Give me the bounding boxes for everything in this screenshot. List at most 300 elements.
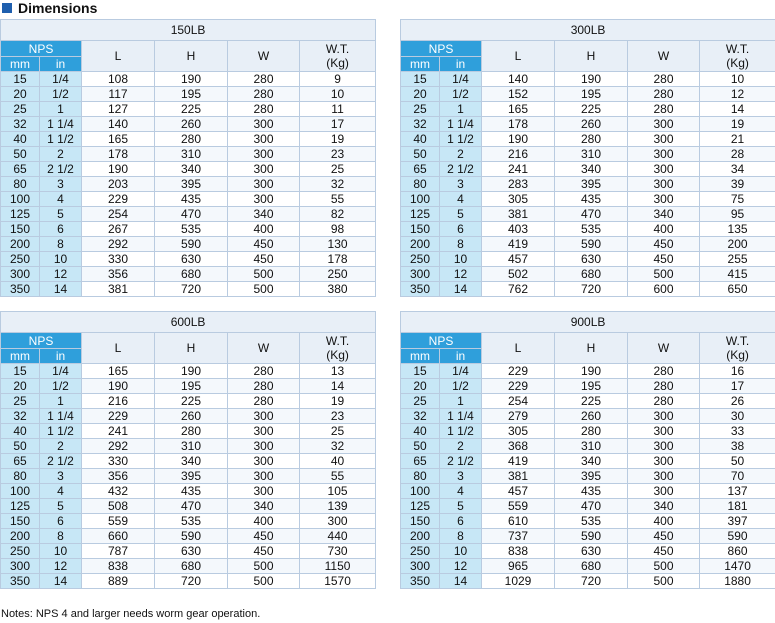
- length-cell: 660: [82, 529, 155, 544]
- weight-cell: 70: [700, 469, 775, 484]
- width-cell: 280: [628, 394, 700, 409]
- mm-cell: 300: [401, 267, 440, 282]
- weight-cell: 28: [700, 147, 775, 162]
- mm-cell: 125: [401, 207, 440, 222]
- in-cell: 8: [40, 529, 82, 544]
- table-row: [401, 192, 775, 207]
- mm-cell: 25: [401, 394, 440, 409]
- height-cell: 535: [155, 514, 228, 529]
- mm-cell: 50: [1, 439, 40, 454]
- length-cell: 559: [482, 499, 555, 514]
- in-cell: 6: [40, 222, 82, 237]
- in-cell: 5: [40, 207, 82, 222]
- length-cell: 419: [482, 454, 555, 469]
- weight-cell: 178: [300, 252, 376, 267]
- in-cell: 1/2: [440, 87, 482, 102]
- table-row: [1, 439, 376, 454]
- length-cell: 787: [82, 544, 155, 559]
- mm-header: mm: [401, 57, 440, 72]
- width-header: W: [228, 41, 300, 72]
- in-header: in: [440, 349, 482, 364]
- table-row: [401, 379, 775, 394]
- mm-cell: 150: [401, 222, 440, 237]
- mm-cell: 250: [401, 544, 440, 559]
- weight-cell: 16: [700, 364, 775, 379]
- height-cell: 590: [555, 529, 628, 544]
- table-row: [1, 454, 376, 469]
- height-cell: 535: [555, 222, 628, 237]
- weight-cell: 25: [300, 424, 376, 439]
- width-cell: 300: [228, 424, 300, 439]
- mm-cell: 350: [401, 574, 440, 589]
- height-cell: 340: [155, 454, 228, 469]
- height-cell: 535: [555, 514, 628, 529]
- height-cell: 395: [155, 177, 228, 192]
- mm-cell: 200: [1, 237, 40, 252]
- weight-cell: 590: [700, 529, 775, 544]
- weight-cell: 1880: [700, 574, 775, 589]
- height-cell: 470: [155, 499, 228, 514]
- in-cell: 14: [440, 574, 482, 589]
- width-cell: 500: [628, 559, 700, 574]
- weight-cell: 137: [700, 484, 775, 499]
- length-cell: 737: [482, 529, 555, 544]
- mm-cell: 15: [401, 364, 440, 379]
- height-cell: 195: [155, 87, 228, 102]
- length-cell: 356: [82, 469, 155, 484]
- height-header: H: [555, 333, 628, 364]
- length-cell: 152: [482, 87, 555, 102]
- table-row: [1, 237, 376, 252]
- width-cell: 450: [628, 544, 700, 559]
- mm-cell: 350: [1, 574, 40, 589]
- table-row: [401, 364, 775, 379]
- in-cell: 1: [440, 102, 482, 117]
- weight-cell: 25: [300, 162, 376, 177]
- table-row: [401, 514, 775, 529]
- width-cell: 500: [628, 267, 700, 282]
- table-row: [401, 102, 775, 117]
- height-header: H: [555, 41, 628, 72]
- in-cell: 8: [440, 237, 482, 252]
- length-header: L: [482, 333, 555, 364]
- in-cell: 12: [440, 559, 482, 574]
- height-cell: 630: [155, 544, 228, 559]
- length-cell: 254: [82, 207, 155, 222]
- table-row: [1, 222, 376, 237]
- weight-header-line2: (Kg): [326, 56, 349, 70]
- in-cell: 1 1/4: [40, 409, 82, 424]
- height-cell: 190: [155, 72, 228, 87]
- mm-cell: 40: [1, 424, 40, 439]
- table-row: [1, 424, 376, 439]
- weight-cell: 181: [700, 499, 775, 514]
- height-cell: 225: [155, 394, 228, 409]
- in-cell: 1 1/4: [40, 117, 82, 132]
- weight-header-line2: (Kg): [326, 348, 349, 362]
- table-row: [401, 72, 775, 87]
- width-header: W: [228, 333, 300, 364]
- in-cell: 14: [40, 574, 82, 589]
- height-cell: 720: [555, 574, 628, 589]
- in-cell: 2 1/2: [40, 162, 82, 177]
- length-cell: 241: [482, 162, 555, 177]
- table-row: [1, 559, 376, 574]
- length-cell: 216: [482, 147, 555, 162]
- table-row: [1, 394, 376, 409]
- table-row: [1, 147, 376, 162]
- length-cell: 457: [482, 252, 555, 267]
- width-cell: 400: [228, 514, 300, 529]
- weight-cell: 13: [300, 364, 376, 379]
- table-row: [1, 117, 376, 132]
- mm-cell: 80: [401, 177, 440, 192]
- width-cell: 300: [628, 424, 700, 439]
- width-cell: 280: [228, 102, 300, 117]
- length-cell: 292: [82, 237, 155, 252]
- weight-cell: 10: [700, 72, 775, 87]
- height-cell: 260: [555, 117, 628, 132]
- in-cell: 8: [40, 237, 82, 252]
- height-header: H: [155, 41, 228, 72]
- mm-header: mm: [401, 349, 440, 364]
- in-cell: 1/2: [40, 87, 82, 102]
- mm-cell: 25: [1, 102, 40, 117]
- weight-cell: 34: [700, 162, 775, 177]
- nps-header: NPS: [1, 333, 82, 349]
- in-cell: 8: [440, 529, 482, 544]
- mm-cell: 100: [401, 192, 440, 207]
- width-cell: 300: [628, 192, 700, 207]
- weight-header: [300, 333, 376, 364]
- in-cell: 1: [40, 102, 82, 117]
- mm-cell: 200: [1, 529, 40, 544]
- width-cell: 300: [228, 484, 300, 499]
- width-cell: 450: [228, 237, 300, 252]
- height-cell: 590: [155, 529, 228, 544]
- notes-text: Notes: NPS 4 and larger needs worm gear operation.: [1, 608, 261, 620]
- table-row: [1, 72, 376, 87]
- in-cell: 1: [440, 394, 482, 409]
- weight-cell: 14: [700, 102, 775, 117]
- width-cell: 280: [228, 394, 300, 409]
- in-header: in: [440, 57, 482, 72]
- width-cell: 300: [628, 484, 700, 499]
- table-row: [401, 454, 775, 469]
- dimension-table: [0, 19, 376, 297]
- width-cell: 300: [628, 147, 700, 162]
- mm-cell: 20: [401, 87, 440, 102]
- length-cell: 117: [82, 87, 155, 102]
- in-cell: 10: [40, 252, 82, 267]
- height-cell: 680: [555, 559, 628, 574]
- mm-cell: 80: [401, 469, 440, 484]
- table-row: [1, 529, 376, 544]
- height-cell: 310: [155, 147, 228, 162]
- table-row: [401, 439, 775, 454]
- table-row: [401, 484, 775, 499]
- width-cell: 280: [228, 87, 300, 102]
- length-cell: 190: [82, 162, 155, 177]
- weight-cell: 12: [700, 87, 775, 102]
- length-cell: 368: [482, 439, 555, 454]
- in-cell: 2: [40, 439, 82, 454]
- weight-cell: 82: [300, 207, 376, 222]
- mm-cell: 125: [401, 499, 440, 514]
- weight-cell: 1570: [300, 574, 376, 589]
- in-cell: 1/4: [440, 364, 482, 379]
- mm-cell: 300: [1, 559, 40, 574]
- length-cell: 330: [82, 252, 155, 267]
- height-cell: 435: [155, 484, 228, 499]
- mm-cell: 125: [1, 499, 40, 514]
- in-cell: 14: [440, 282, 482, 297]
- length-cell: 381: [482, 469, 555, 484]
- weight-cell: 860: [700, 544, 775, 559]
- width-cell: 340: [228, 499, 300, 514]
- weight-header: [700, 333, 775, 364]
- length-cell: 889: [82, 574, 155, 589]
- width-cell: 300: [228, 454, 300, 469]
- mm-cell: 32: [401, 117, 440, 132]
- table-row: [401, 132, 775, 147]
- height-cell: 395: [155, 469, 228, 484]
- height-cell: 225: [155, 102, 228, 117]
- mm-cell: 65: [401, 454, 440, 469]
- in-cell: 1 1/2: [440, 132, 482, 147]
- weight-cell: 33: [700, 424, 775, 439]
- weight-header-line1: W.T.: [725, 334, 750, 348]
- width-header: W: [628, 333, 700, 364]
- length-cell: 127: [82, 102, 155, 117]
- mm-cell: 40: [1, 132, 40, 147]
- height-cell: 720: [155, 282, 228, 297]
- length-cell: 216: [82, 394, 155, 409]
- width-cell: 300: [628, 409, 700, 424]
- table-row: [401, 282, 775, 297]
- weight-cell: 21: [700, 132, 775, 147]
- mm-cell: 65: [1, 162, 40, 177]
- length-cell: 190: [482, 132, 555, 147]
- pressure-rating-header: 300LB: [401, 20, 775, 41]
- in-cell: 2: [440, 439, 482, 454]
- weight-cell: 650: [700, 282, 775, 297]
- width-cell: 500: [228, 559, 300, 574]
- in-cell: 6: [440, 514, 482, 529]
- width-cell: 450: [228, 544, 300, 559]
- weight-cell: 9: [300, 72, 376, 87]
- width-cell: 300: [628, 132, 700, 147]
- table-row: [401, 162, 775, 177]
- width-cell: 300: [628, 162, 700, 177]
- table-150lb: [0, 19, 375, 297]
- height-cell: 435: [555, 484, 628, 499]
- table-row: [1, 499, 376, 514]
- width-cell: 280: [628, 379, 700, 394]
- length-cell: 229: [482, 379, 555, 394]
- weight-cell: 1470: [700, 559, 775, 574]
- weight-header-line1: W.T.: [325, 42, 350, 56]
- dimension-table: [0, 311, 376, 589]
- mm-cell: 15: [1, 72, 40, 87]
- in-cell: 10: [40, 544, 82, 559]
- in-cell: 3: [40, 469, 82, 484]
- weight-header-line1: W.T.: [725, 42, 750, 56]
- table-row: [1, 544, 376, 559]
- dimension-table: [400, 311, 775, 589]
- length-cell: 305: [482, 424, 555, 439]
- weight-cell: 17: [700, 379, 775, 394]
- table-row: [1, 252, 376, 267]
- height-cell: 310: [555, 439, 628, 454]
- mm-cell: 200: [401, 237, 440, 252]
- table-row: [401, 207, 775, 222]
- weight-cell: 19: [300, 394, 376, 409]
- in-cell: 1 1/2: [440, 424, 482, 439]
- mm-cell: 250: [1, 252, 40, 267]
- mm-cell: 65: [401, 162, 440, 177]
- width-cell: 280: [228, 72, 300, 87]
- width-cell: 450: [628, 237, 700, 252]
- mm-cell: 20: [1, 379, 40, 394]
- nps-header: NPS: [1, 41, 82, 57]
- in-cell: 6: [440, 222, 482, 237]
- length-cell: 330: [82, 454, 155, 469]
- in-cell: 6: [40, 514, 82, 529]
- table-row: [1, 282, 376, 297]
- in-header: in: [40, 57, 82, 72]
- width-cell: 300: [228, 147, 300, 162]
- in-cell: 2 1/2: [440, 454, 482, 469]
- mm-cell: 25: [401, 102, 440, 117]
- height-cell: 280: [555, 424, 628, 439]
- weight-cell: 415: [700, 267, 775, 282]
- table-row: [1, 379, 376, 394]
- length-cell: 203: [82, 177, 155, 192]
- height-cell: 195: [555, 379, 628, 394]
- height-cell: 260: [555, 409, 628, 424]
- height-cell: 280: [555, 132, 628, 147]
- mm-cell: 40: [401, 132, 440, 147]
- table-row: [1, 484, 376, 499]
- in-cell: 1/4: [440, 72, 482, 87]
- weight-cell: 300: [300, 514, 376, 529]
- weight-header-line2: (Kg): [726, 348, 749, 362]
- in-cell: 5: [440, 499, 482, 514]
- weight-cell: 11: [300, 102, 376, 117]
- height-cell: 395: [555, 177, 628, 192]
- table-600lb: [0, 311, 375, 589]
- weight-cell: 250: [300, 267, 376, 282]
- weight-cell: 14: [300, 379, 376, 394]
- height-cell: 680: [155, 267, 228, 282]
- length-cell: 838: [82, 559, 155, 574]
- in-cell: 1 1/2: [40, 132, 82, 147]
- length-cell: 229: [482, 364, 555, 379]
- mm-cell: 100: [1, 484, 40, 499]
- width-cell: 400: [628, 514, 700, 529]
- weight-cell: 19: [700, 117, 775, 132]
- in-header: in: [40, 349, 82, 364]
- height-cell: 680: [555, 267, 628, 282]
- table-row: [1, 207, 376, 222]
- width-cell: 300: [228, 409, 300, 424]
- table-row: [1, 192, 376, 207]
- table-row: [401, 424, 775, 439]
- height-cell: 590: [555, 237, 628, 252]
- weight-cell: 32: [300, 439, 376, 454]
- table-row: [401, 544, 775, 559]
- weight-cell: 130: [300, 237, 376, 252]
- weight-cell: 440: [300, 529, 376, 544]
- in-cell: 3: [440, 177, 482, 192]
- height-cell: 340: [555, 162, 628, 177]
- height-cell: 435: [555, 192, 628, 207]
- width-cell: 600: [628, 282, 700, 297]
- width-cell: 500: [228, 282, 300, 297]
- weight-header-line1: W.T.: [325, 334, 350, 348]
- height-cell: 470: [555, 499, 628, 514]
- width-cell: 280: [628, 364, 700, 379]
- mm-cell: 100: [1, 192, 40, 207]
- height-cell: 190: [155, 364, 228, 379]
- table-row: [1, 574, 376, 589]
- width-cell: 300: [228, 132, 300, 147]
- length-cell: 610: [482, 514, 555, 529]
- mm-cell: 50: [1, 147, 40, 162]
- length-cell: 305: [482, 192, 555, 207]
- in-cell: 10: [440, 544, 482, 559]
- in-cell: 1: [40, 394, 82, 409]
- length-cell: 229: [82, 192, 155, 207]
- length-cell: 279: [482, 409, 555, 424]
- length-cell: 267: [82, 222, 155, 237]
- mm-cell: 20: [1, 87, 40, 102]
- in-cell: 14: [40, 282, 82, 297]
- height-cell: 470: [555, 207, 628, 222]
- length-cell: 508: [82, 499, 155, 514]
- weight-cell: 30: [700, 409, 775, 424]
- pressure-rating-header: 600LB: [1, 312, 376, 333]
- length-cell: 502: [482, 267, 555, 282]
- length-cell: 762: [482, 282, 555, 297]
- length-cell: 559: [82, 514, 155, 529]
- table-row: [401, 409, 775, 424]
- weight-cell: 23: [300, 409, 376, 424]
- width-cell: 300: [628, 117, 700, 132]
- mm-cell: 80: [1, 177, 40, 192]
- table-row: [1, 514, 376, 529]
- in-cell: 5: [40, 499, 82, 514]
- weight-cell: 19: [300, 132, 376, 147]
- in-cell: 3: [440, 469, 482, 484]
- height-cell: 470: [155, 207, 228, 222]
- table-row: [1, 102, 376, 117]
- width-cell: 300: [228, 439, 300, 454]
- pressure-rating-header: 150LB: [1, 20, 376, 41]
- width-cell: 280: [228, 364, 300, 379]
- table-row: [401, 177, 775, 192]
- width-cell: 450: [228, 529, 300, 544]
- length-cell: 1029: [482, 574, 555, 589]
- dimension-table: [400, 19, 775, 297]
- width-cell: 400: [628, 222, 700, 237]
- mm-cell: 65: [1, 454, 40, 469]
- length-cell: 432: [82, 484, 155, 499]
- mm-cell: 300: [1, 267, 40, 282]
- length-cell: 190: [82, 379, 155, 394]
- mm-cell: 15: [1, 364, 40, 379]
